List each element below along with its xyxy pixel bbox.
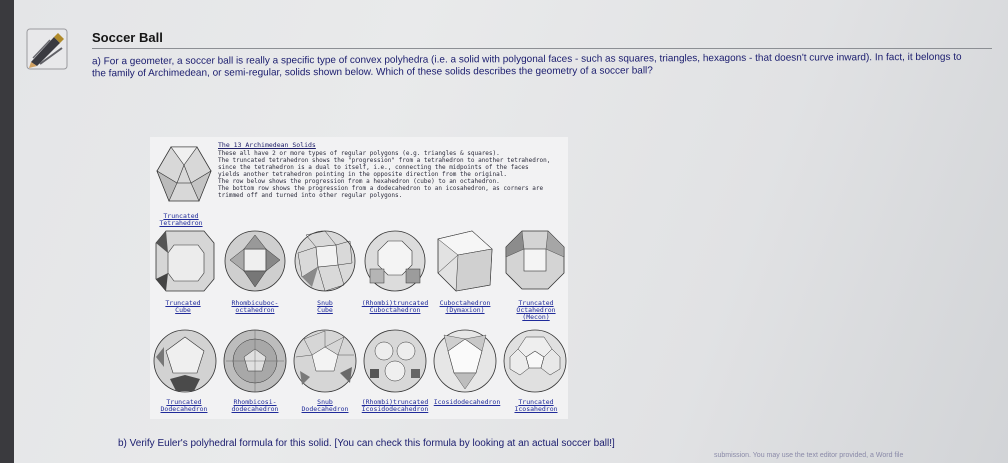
caption-line: Cube	[175, 306, 191, 314]
caption-icosidodecahedron	[430, 399, 504, 406]
caption-line: Truncated	[163, 212, 199, 220]
icosidodecahedron-image	[432, 327, 498, 395]
caption-truncated-cube	[155, 300, 211, 314]
caption-snub-dodecahedron	[293, 399, 357, 413]
question-part-a: a) For a geometer, a soccer ball is really a specific type of convex polyhedra (i.e. a solid with polygonal faces - such as squares, triangles, hexagons - that doesn't curve inward). In fact, it belongs to the family of Archimedean, or semi-regular, solids shown below. Which of these solids describes the geometry of a soccer ball?	[92, 51, 962, 80]
caption-line: Cuboctahedron	[369, 306, 421, 314]
caption-rhombicuboctahedron	[224, 300, 286, 314]
caption-line: Snub	[317, 398, 333, 406]
caption-line: Truncated	[518, 299, 554, 307]
caption-line: octahedron	[235, 306, 275, 314]
question-page	[14, 0, 1008, 463]
truncated-cube-image	[152, 227, 218, 295]
figure-text-line: The truncated tetrahedron shows the "progression" from a tetrahedron to another tetrahedron,	[218, 157, 551, 164]
rhombitruncated-cuboctahedron-image	[362, 227, 428, 295]
window-frame	[0, 0, 14, 463]
caption-line: Octahedron	[516, 306, 556, 314]
rhombitruncated-icosidodecahedron-image	[362, 327, 428, 395]
caption-line: (Rhombi)truncated	[361, 299, 429, 307]
caption-line: Cuboctahedron	[439, 299, 491, 307]
caption-line: Rhombicuboc-	[231, 299, 279, 307]
caption-rhombicosidodecahedron	[224, 399, 286, 413]
caption-truncated-dodecahedron	[153, 399, 215, 413]
caption-line: (Mecon)	[522, 313, 550, 321]
cuboctahedron-image	[432, 227, 498, 295]
submission-note: submission. You may use the text editor provided, a Word file	[714, 452, 904, 459]
caption-snub-cube	[302, 300, 348, 314]
caption-line: Icosahedron	[514, 405, 558, 413]
caption-truncated-icosahedron	[506, 399, 566, 413]
caption-line: Truncated	[518, 398, 554, 406]
figure-text-line: trimmed off and turned into other regular polygons.	[218, 192, 403, 199]
caption-line: (Rhombi)truncated	[361, 398, 429, 406]
caption-truncated-tetrahedron	[154, 213, 208, 227]
question-part-b: b) Verify Euler's polyhedral formula for this solid. [You can check this formula by looking at an actual soccer ball!]	[118, 438, 615, 449]
caption-line: Rhombicosi-	[233, 398, 277, 406]
truncated-icosahedron-image	[502, 327, 568, 395]
caption-truncated-octahedron	[506, 300, 566, 321]
caption-rhombitruncated-cuboctahedron	[354, 300, 436, 314]
caption-line: Truncated	[165, 299, 201, 307]
caption-line: Cube	[317, 306, 333, 314]
truncated-dodecahedron-image	[152, 327, 218, 395]
question-pencil-icon	[26, 28, 68, 70]
snub-dodecahedron-image	[292, 327, 358, 395]
caption-line: Snub	[317, 299, 333, 307]
caption-line: Tetrahedron	[159, 219, 203, 227]
snub-cube-image	[292, 227, 358, 295]
truncated-tetrahedron-image	[153, 143, 215, 211]
figure-text-line: The row below shows the progression from a hexahedron (cube) to an octahedron.	[218, 178, 500, 185]
truncated-octahedron-image	[502, 227, 568, 295]
figure-title: The 13 Archimedean Solids	[218, 141, 316, 149]
figure-text-line: since the tetrahedron is a dual to itself, i.e., connecting the midpoints of the faces	[218, 164, 529, 171]
figure-text-line: These all have 2 or more types of regular polygons (e.g. triangles & squares).	[218, 150, 500, 157]
rhombicosidodecahedron-image	[222, 327, 288, 395]
caption-line: Dodecahedron	[301, 405, 349, 413]
caption-line: Icosidodecahedron	[361, 405, 429, 413]
figure-text-line: The bottom row shows the progression from a dodecahedron to an icosahedron, as corners are	[218, 185, 544, 192]
caption-line: (Dymaxion)	[445, 306, 485, 314]
caption-line: Truncated	[166, 398, 202, 406]
figure-text-line: yields another tetrahedron pointing in the opposite direction from the original.	[218, 171, 507, 178]
caption-cuboctahedron	[430, 300, 500, 314]
question-title: Soccer Ball	[92, 30, 163, 45]
caption-rhombitruncated-icosidodecahedron	[354, 399, 436, 413]
title-divider	[92, 48, 992, 49]
caption-line: Icosidodecahedron	[433, 398, 501, 406]
caption-line: Dodecahedron	[160, 405, 208, 413]
archimedean-solids-figure	[150, 137, 568, 419]
rhombicuboctahedron-image	[222, 227, 288, 295]
caption-line: dodecahedron	[231, 405, 279, 413]
